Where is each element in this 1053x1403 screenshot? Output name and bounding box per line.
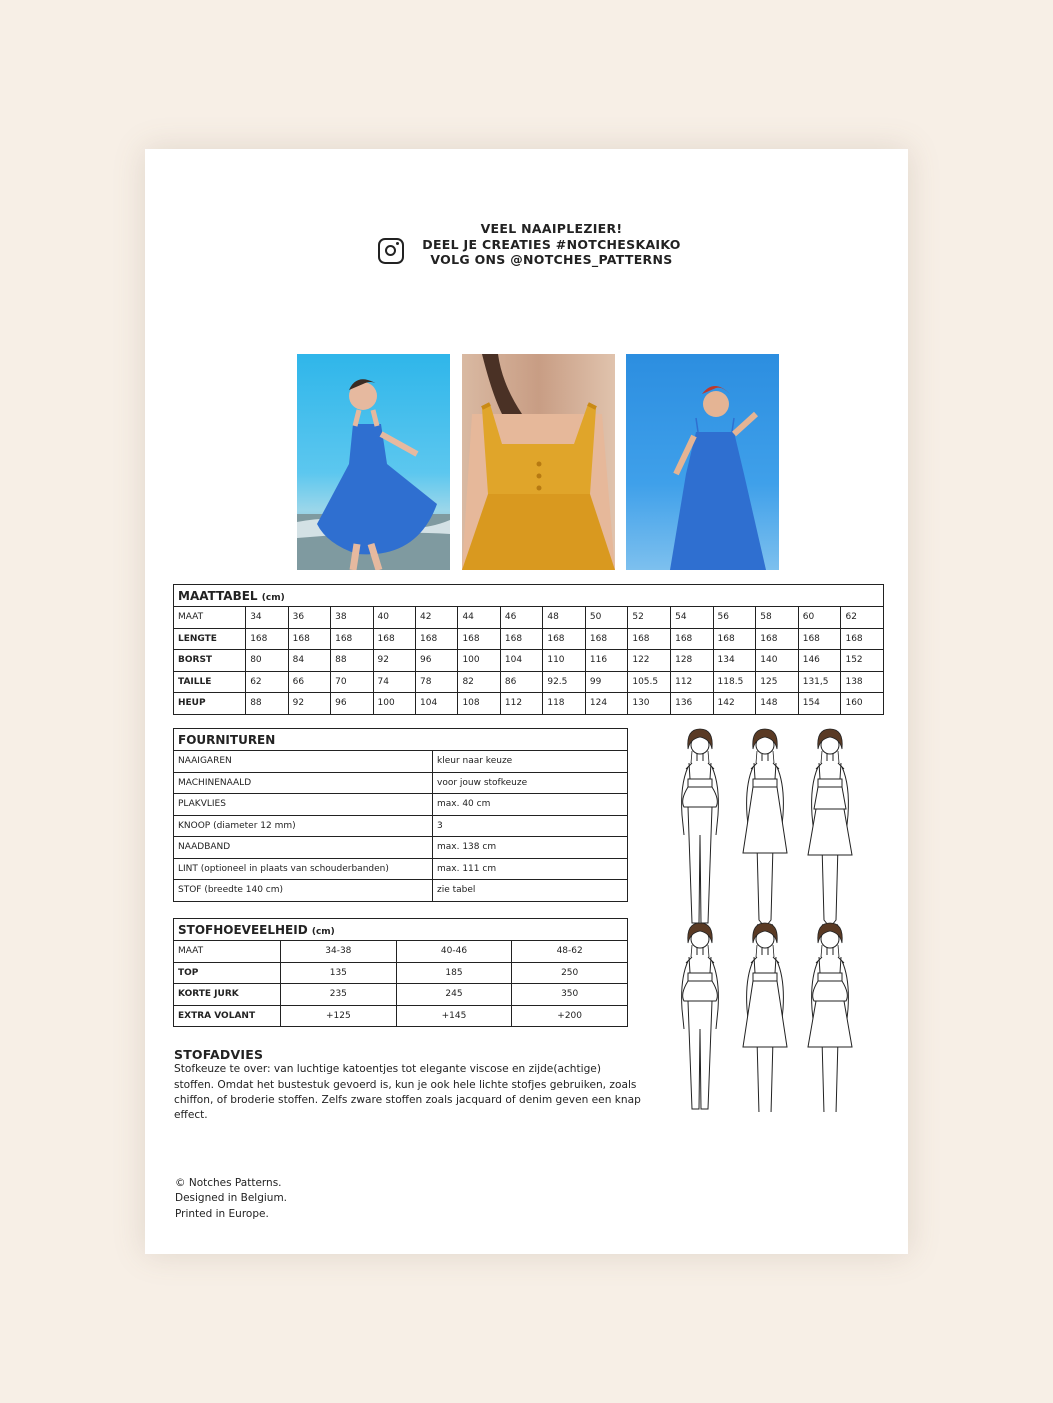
printed-in: Printed in Europe.	[175, 1207, 269, 1220]
maattabel-table	[173, 584, 884, 715]
table-row: TAILLE 62 66 70 74 78 82 86 92.5 99 105.5 112 118.5 125 131,5 138	[174, 671, 884, 693]
table-row: MACHINENAALD voor jouw stofkeuze	[174, 772, 628, 794]
footer	[175, 1176, 287, 1222]
fashion-illustrations	[670, 727, 870, 1112]
stofhoeveelheid-table	[173, 918, 628, 1027]
table-row: LINT (optioneel in plaats van schouderbanden) max. 111 cm	[174, 858, 628, 880]
table-row: MAAT 34 36 38 40 42 44 46 48 50 52 54 56 58 60 62	[174, 607, 884, 629]
fournituren-table	[173, 728, 628, 902]
header	[145, 221, 908, 268]
table-row: EXTRA VOLANT +125 +145 +200	[174, 1005, 628, 1027]
maattabel-title: MAATTABEL (cm)	[174, 585, 884, 607]
table-row: NAAIGAREN kleur naar keuze	[174, 751, 628, 773]
table-row: PLAKVLIES max. 40 cm	[174, 794, 628, 816]
header-line-2: DEEL JE CREATIES #NOTCHESKAIKO	[422, 236, 681, 252]
table-row: STOF (breedte 140 cm) zie tabel	[174, 880, 628, 902]
table-row: NAADBAND max. 138 cm	[174, 837, 628, 859]
table-row: MAAT 34-38 40-46 48-62	[174, 941, 628, 963]
table-row: TOP 135 185 250	[174, 962, 628, 984]
photo-woman-blue-dress-beach	[297, 354, 450, 570]
photo-woman-blue-strappy-dress	[626, 354, 779, 570]
table-row: BORST 80 84 88 92 96 100 104 110 116 122 128 134 140 146 152	[174, 650, 884, 672]
photo-back-mustard-dress	[462, 354, 615, 570]
stofadvies-text: Stofkeuze te over: van luchtige katoentjes tot elegante viscose en zijde(achtige) stoffen. Omdat het bustestuk gevoerd is, kun je ook hele lichte stofjes gebruiken, zoals chiffon, of broderie stoffen. Zelfs zware stoffen zoals jacquard of denim geven een knap effect.	[174, 1063, 641, 1122]
table-row: HEUP 88 92 96 100 104 108 112 118 124 130 136 142 148 154 160	[174, 693, 884, 715]
instagram-icon	[378, 238, 404, 264]
table-row: LENGTE 168 168 168 168 168 168 168 168 168 168 168 168 168 168 168	[174, 628, 884, 650]
stofadvies	[174, 1047, 644, 1123]
table-row: KORTE JURK 235 245 350	[174, 984, 628, 1006]
table-row: KNOOP (diameter 12 mm) 3	[174, 815, 628, 837]
header-line-1: VEEL NAAIPLEZIER!	[480, 221, 623, 236]
pattern-back-page	[145, 149, 908, 1254]
designed-in: Designed in Belgium.	[175, 1192, 288, 1205]
stofadvies-title: STOFADVIES	[174, 1047, 264, 1062]
header-line-3: VOLG ONS @NOTCHES_PATTERNS	[430, 252, 673, 267]
fournituren-title: FOURNITUREN	[174, 729, 628, 751]
copyright: © Notches Patterns.	[175, 1177, 282, 1189]
stofhoeveelheid-title: STOFHOEVEELHEID (cm)	[174, 919, 628, 941]
